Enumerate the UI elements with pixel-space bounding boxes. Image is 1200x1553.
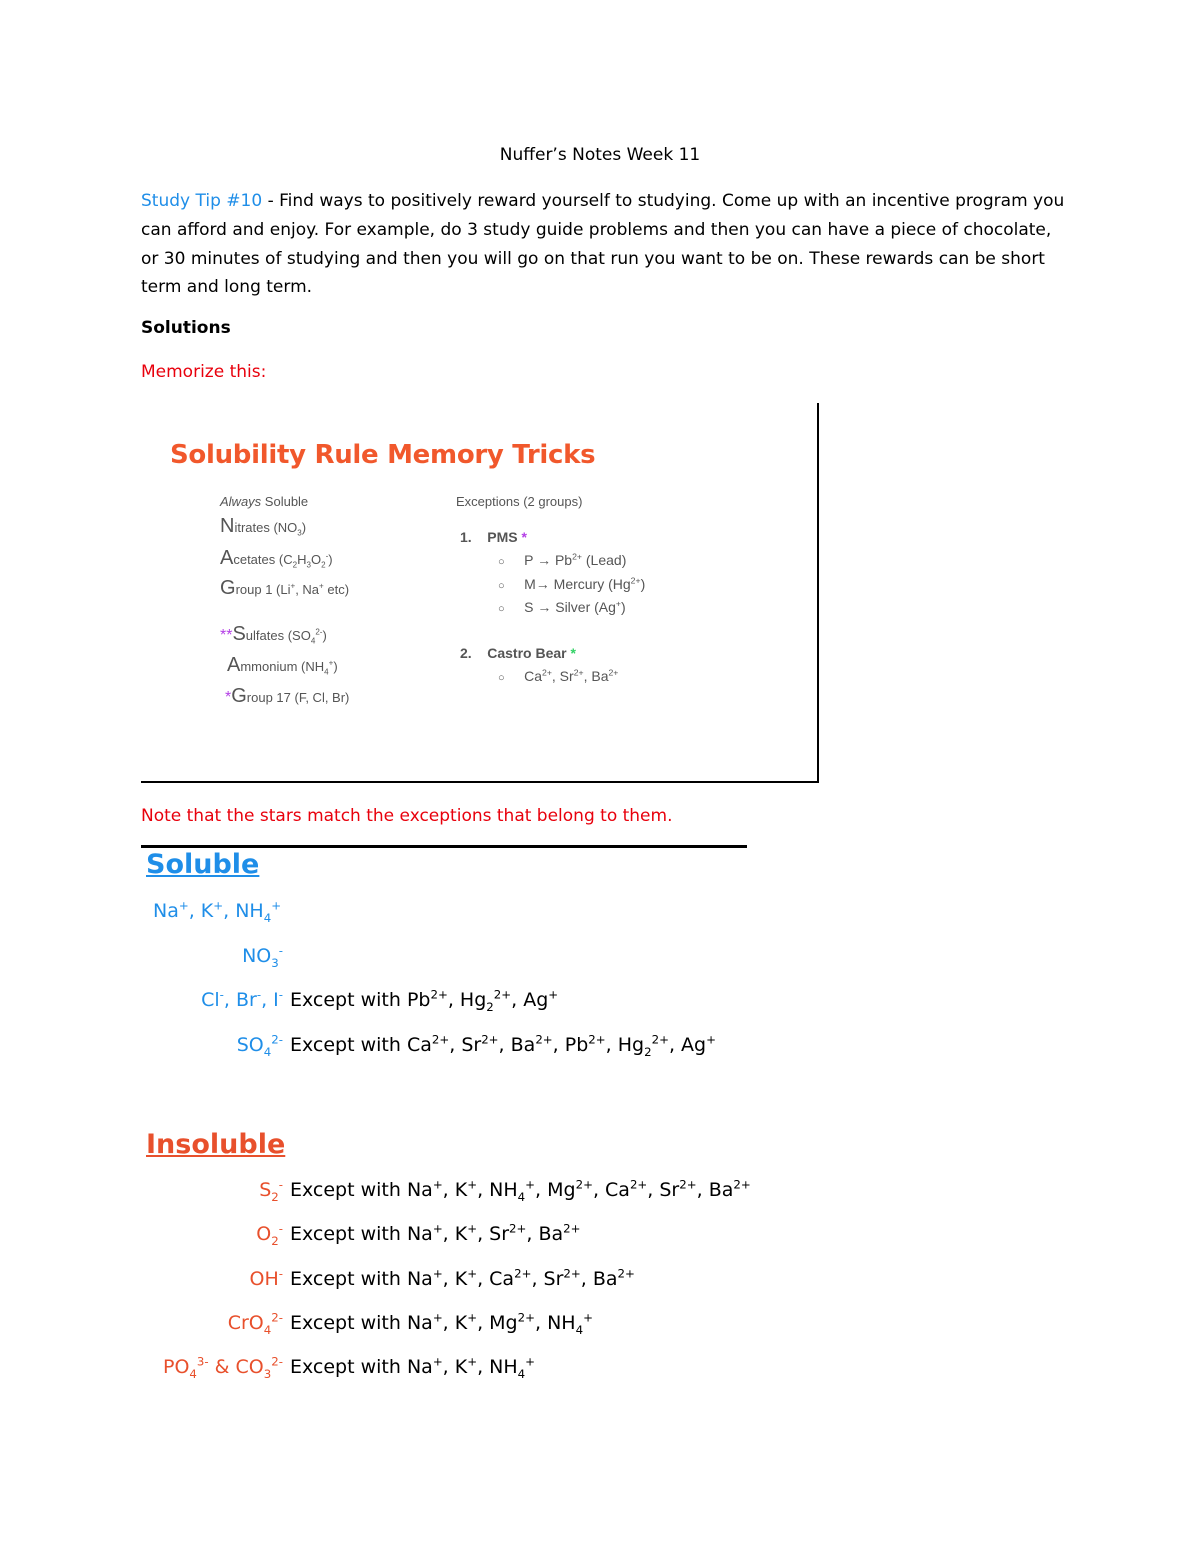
insoluble-ion-oxide: $O_2^-$: [256, 1221, 283, 1248]
trick-ammonium: Ammonium $(NH_4^+)$: [227, 654, 338, 677]
insoluble-ion-hydroxide: OH-: [249, 1266, 283, 1290]
exception-mercury: ○ M→ Mercury $(Hg^{2+})$: [498, 575, 646, 592]
memorize-label: Memorize this:: [141, 362, 267, 382]
insoluble-heading: Insoluble: [146, 1129, 286, 1160]
insoluble-exception-sulfide: Except with Na+, K+, $NH_4^+$, $Mg^{2+}$, $Ca^{2+}$, $Sr^{2+}$, $Ba^{2+}$: [290, 1177, 751, 1204]
soluble-ions-cations: Na+, K+, $NH_4^+$: [153, 898, 282, 925]
soluble-exception-halides: Except with $Pb^{2+}$, $Hg_2^{2+}$, Ag+: [290, 987, 559, 1014]
double-star-icon: **: [220, 627, 233, 644]
image-border-bottom: [141, 781, 819, 783]
tip-label: Study Tip #10: [141, 191, 263, 211]
insoluble-ion-chromate: CrO$_4^{2-}$: [227, 1310, 283, 1337]
bullet-icon: ○: [498, 603, 505, 615]
soluble-ion-halides: Cl-, Br-, I-: [201, 987, 283, 1011]
section-divider: [141, 845, 747, 848]
memory-tricks-title: Solubility Rule Memory Tricks: [170, 440, 596, 470]
insoluble-exception-phosphate-carbonate: Except with Na+, K+, $NH_4^+$: [290, 1354, 536, 1381]
page-title: Nuffer’s Notes Week 11: [499, 145, 701, 165]
bullet-icon: ○: [498, 580, 505, 592]
soluble-heading: Soluble: [146, 849, 260, 880]
exception-group-castro-bear: 2. Castro Bear *: [460, 645, 576, 661]
tip-text: - Find ways to positively reward yourself to studying. Come up with an incentive program you can afford and enjoy. For example, do 3 study guide problems and then you can have a piece of chocolate, or 30 minutes of studying and then you will go on that run you want to be on. These rewards can be short term and long term.: [141, 191, 1065, 298]
section-heading: Solutions: [141, 318, 231, 338]
exception-silver: ○ S → Silver (Ag+): [498, 598, 626, 615]
soluble-ion-nitrate: $NO_3^-$: [242, 943, 283, 970]
trick-acetates: Acetates $(C_2H_3O_2^-)$: [220, 547, 333, 570]
exceptions-label: Exceptions (2 groups): [456, 494, 583, 509]
insoluble-exception-hydroxide: Except with Na+, K+, $Ca^{2+}$, $Sr^{2+}$, $Ba^{2+}$: [290, 1266, 635, 1290]
insoluble-ion-phosphate-carbonate: $PO_4^{3-}$ & $CO_3^{2-}$: [162, 1354, 283, 1381]
trick-group1: Group 1 (Li+, Na+ etc): [220, 577, 350, 599]
insoluble-exception-oxide: Except with Na+, K+, $Sr^{2+}$, $Ba^{2+}$: [290, 1221, 581, 1245]
soluble-ion-sulfate: $SO_4^{2-}$: [236, 1032, 283, 1059]
insoluble-exception-chromate: Except with Na+, K+, $Mg^{2+}$, $NH_4^+$: [290, 1310, 593, 1337]
image-border-right: [817, 403, 819, 783]
exception-group-pms: 1. PMS *: [460, 529, 527, 545]
trick-nitrates: Nitrates $(NO_3)$: [220, 515, 307, 538]
soluble-exception-sulfate: Except with $Ca^{2+}$, $Sr^{2+}$, $Ba^{2+}$, $Pb^{2+}$, $Hg_2^{2+}$, Ag+: [290, 1032, 716, 1059]
star-icon: *: [225, 689, 232, 706]
exception-lead: ○ $P \to Pb^{2+}$ (Lead): [498, 551, 627, 568]
insoluble-ion-sulfide: $S_2^-$: [259, 1177, 283, 1204]
exception-ca-sr-ba: ○ $Ca^{2+}$, $Sr^{2+}$, $Ba^{2+}$: [498, 667, 619, 684]
stars-note: Note that the stars match the exceptions that belong to them.: [141, 806, 673, 826]
always-soluble-label: Always Soluble: [220, 494, 309, 509]
bullet-icon: ○: [498, 556, 505, 568]
star-icon: *: [521, 529, 527, 545]
study-tip: [141, 187, 1071, 302]
star-icon: *: [570, 645, 576, 661]
trick-sulfates: **Sulfates $(SO_4^{2-})$: [220, 623, 327, 646]
bullet-icon: ○: [498, 672, 505, 684]
trick-group17: *Group 17 (F, Cl, Br): [225, 685, 350, 707]
